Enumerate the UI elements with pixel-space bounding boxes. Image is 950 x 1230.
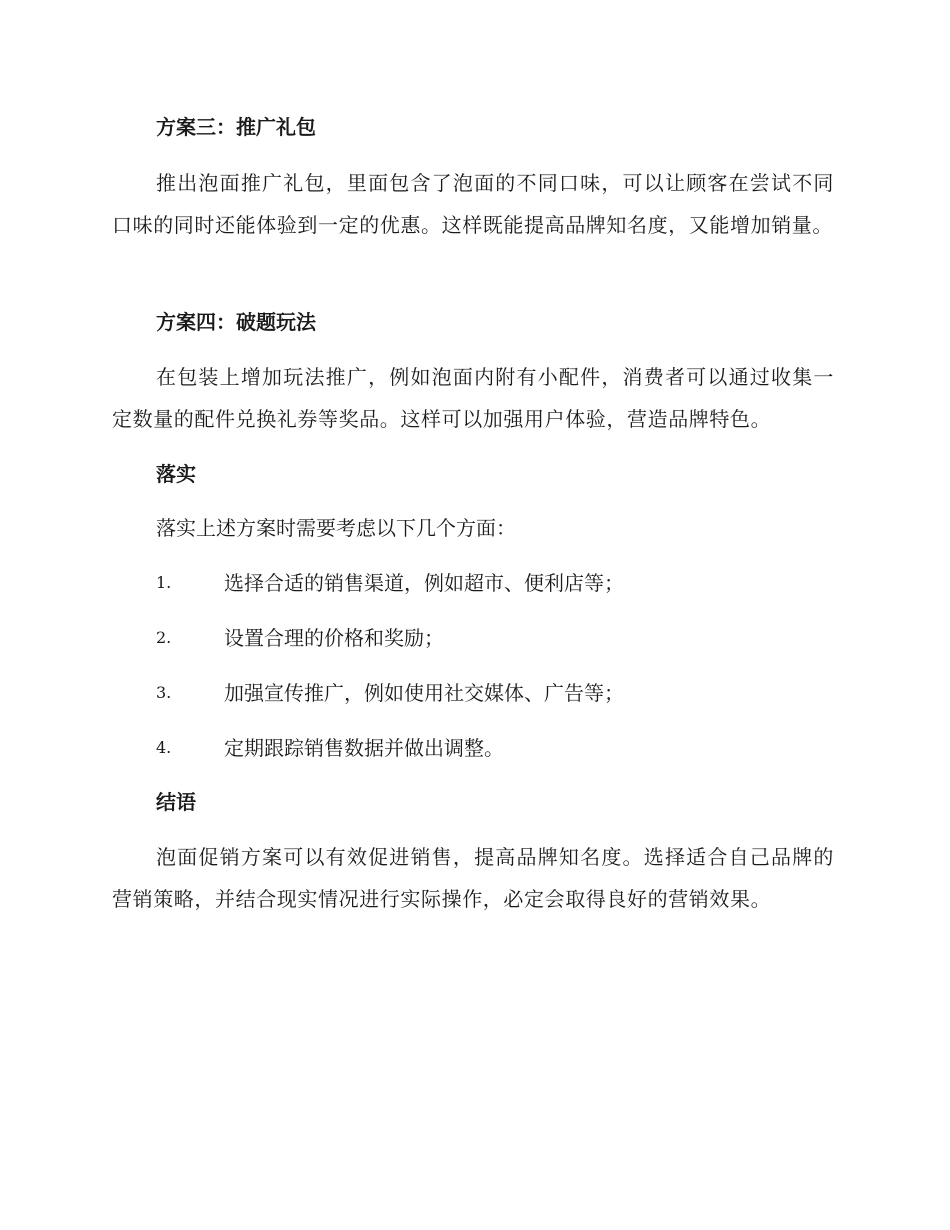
list-item-number: 2.: [156, 628, 172, 647]
plan4-paragraph: 在包装上增加玩法推广，例如泡面内附有小配件，消费者可以通过收集一定数量的配件兑换礼券等奖品。这样可以加强用户体验，营造品牌特色。: [112, 365, 834, 431]
list-item-text: 选择合适的销售渠道，例如超市、便利店等；: [224, 571, 624, 595]
list-item-text: 设置合理的价格和奖励；: [224, 626, 444, 650]
plan3-paragraph: 推出泡面推广礼包，里面包含了泡面的不同口味，可以让顾客在尝试不同口味的同时还能体验到一定的优惠。这样既能提高品牌知名度，又能增加销量。: [112, 171, 834, 237]
implementation-intro: 落实上述方案时需要考虑以下几个方面：: [156, 516, 516, 540]
list-item-text: 定期跟踪销售数据并做出调整。: [224, 736, 504, 760]
plan4-heading: 方案四：破题玩法: [156, 310, 316, 334]
list-item: [156, 624, 836, 652]
list-item: [156, 734, 836, 762]
list-item-number: 3.: [156, 683, 172, 702]
conclusion-heading: 结语: [156, 790, 196, 814]
list-item: [156, 569, 836, 597]
conclusion-paragraph: 泡面促销方案可以有效促进销售，提高品牌知名度。选择适合自己品牌的营销策略，并结合现实情况进行实际操作，必定会取得良好的营销效果。: [112, 845, 834, 911]
list-item-number: 1.: [156, 573, 172, 592]
list-item-number: 4.: [156, 738, 172, 757]
plan3-heading: 方案三：推广礼包: [156, 115, 316, 139]
list-item: [156, 679, 836, 707]
implementation-heading: 落实: [156, 462, 196, 486]
list-item-text: 加强宣传推广，例如使用社交媒体、广告等；: [224, 681, 624, 705]
